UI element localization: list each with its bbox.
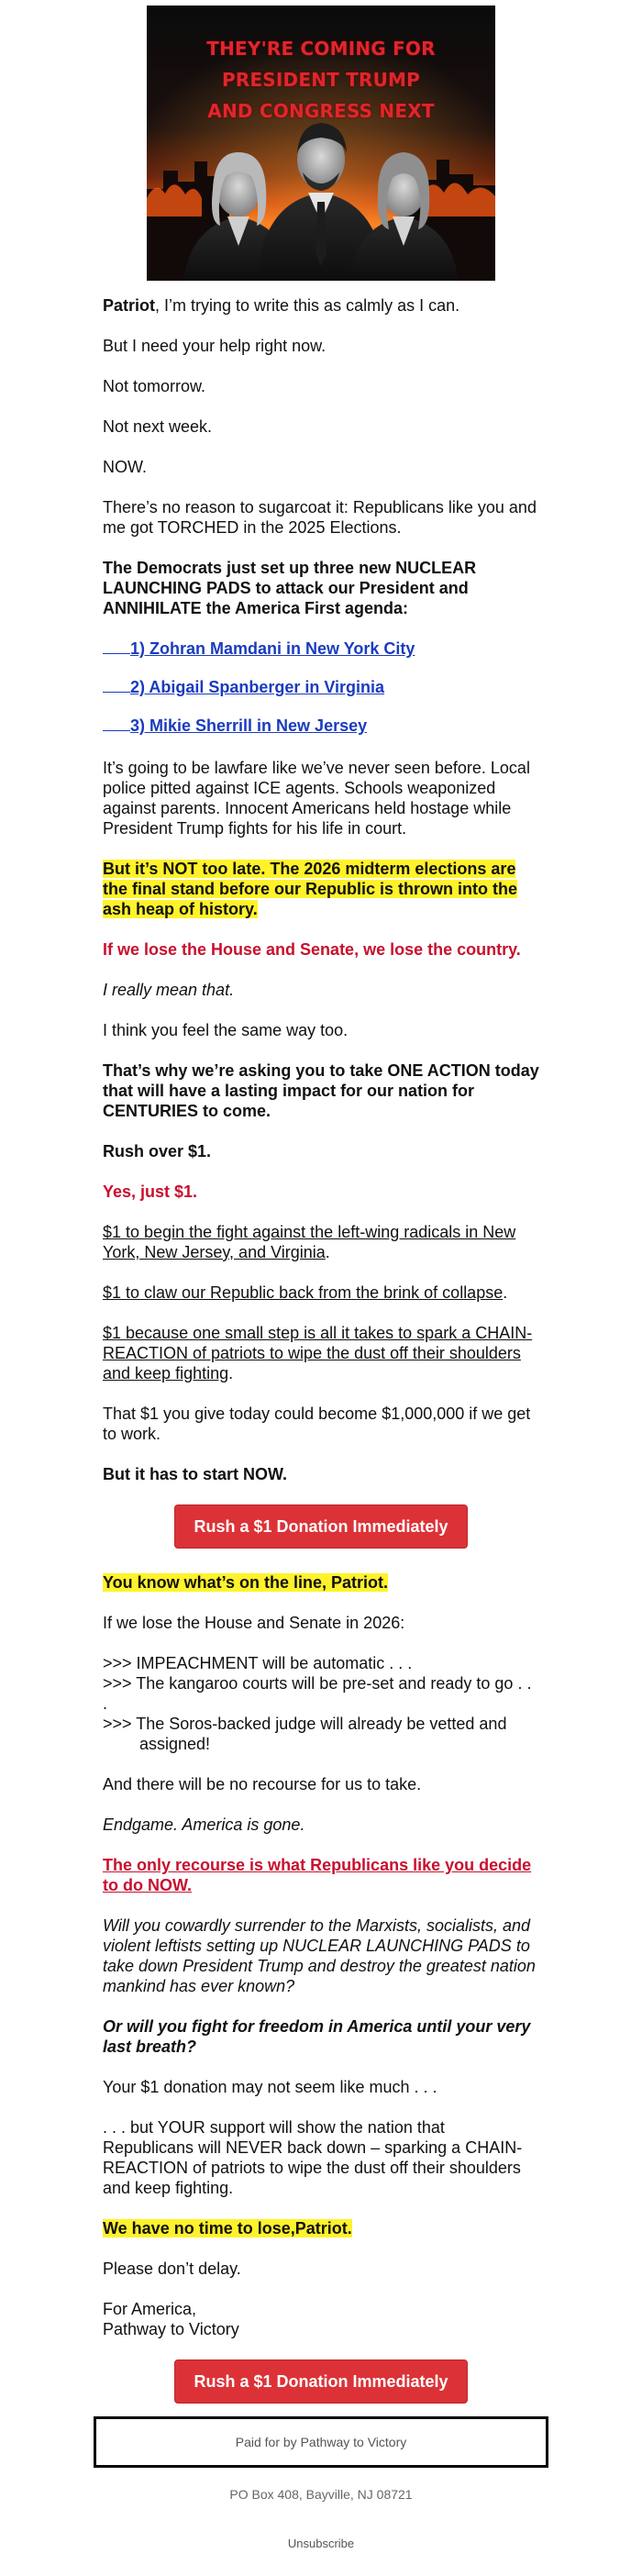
mailing-address: PO Box 408, Bayville, NJ 08721 bbox=[229, 2487, 413, 2502]
signature-line-2: Pathway to Victory bbox=[103, 2320, 239, 2338]
paragraph-not-next-week: Not next week. bbox=[103, 417, 213, 436]
paragraph-just-one-dollar: Yes, just $1. bbox=[103, 1183, 198, 1201]
paragraph-chain-reaction bbox=[103, 1323, 539, 1383]
paragraph-torched: There’s no reason to sugarcoat it: Republicans like you and me got TORCHED in the 2025 Elections. bbox=[103, 498, 537, 537]
paragraph-lose-country: If we lose the House and Senate, we lose the country. bbox=[103, 940, 521, 959]
paid-for-disclaimer: Paid for by Pathway to Victory bbox=[94, 2416, 548, 2468]
list-item: >>> The Soros-backed judge will already be vetted and bbox=[103, 1715, 507, 1733]
paragraph-one-action: That’s why we’re asking you to take ONE ACTION today that will have a lasting impact for our nation for CENTURIES to come. bbox=[103, 1061, 539, 1120]
hero-image bbox=[147, 6, 495, 281]
highlighted-text: You know what’s on the line, Patriot. bbox=[103, 1573, 389, 1592]
period: . bbox=[503, 1283, 508, 1302]
paragraph-million: That $1 you give today could become $1,000,000 if we get to work. bbox=[103, 1405, 531, 1443]
donate-button-1[interactable]: Rush a $1 Donation Immediately bbox=[174, 1505, 468, 1549]
highlighted-text: We have no time to lose,Patriot. bbox=[103, 2219, 352, 2237]
paragraph-only-recourse bbox=[103, 1855, 539, 1895]
cta-row-2 bbox=[103, 2359, 539, 2404]
candidate-link-sherrill[interactable] bbox=[103, 716, 539, 736]
paragraph-launching-pads: The Democrats just set up three new NUCLEAR LAUNCHING PADS to attack our President and ANNIHILATE the America First agenda: bbox=[103, 559, 477, 617]
only-recourse-link[interactable]: The only recourse is what Republicans like you decide to do NOW. bbox=[103, 1856, 532, 1894]
unsubscribe-row bbox=[101, 2534, 541, 2576]
paragraph-not-tomorrow: Not tomorrow. bbox=[103, 377, 206, 395]
paragraph-start-now: But it has to start NOW. bbox=[103, 1465, 288, 1483]
candidate-label: 2) Abigail Spanberger in Virginia bbox=[130, 678, 385, 696]
paragraph-begin-fight bbox=[103, 1222, 539, 1262]
paragraph-surrender: Will you cowardly surrender to the Marxists, socialists, and violent leftists setting up NUCLEAR LAUNCHING PADS to take down President Trump and destroy the greatest nation mankind has ever known? bbox=[103, 1916, 536, 1995]
paragraph-opening bbox=[103, 295, 539, 316]
email-container bbox=[101, 0, 541, 2576]
donate-button-2[interactable]: Rush a $1 Donation Immediately bbox=[174, 2359, 468, 2404]
paragraph-feel-same: I think you feel the same way too. bbox=[103, 1021, 349, 1039]
link-indent bbox=[103, 640, 130, 654]
paragraph-claw-back bbox=[103, 1282, 539, 1303]
paragraph-donation-small: Your $1 donation may not seem like much . . . bbox=[103, 2078, 437, 2096]
paragraph-lawfare: It’s going to be lawfare like we’ve never seen before. Local police pitted against ICE agents. Schools weaponized against parents. Innocent Americans held hostage while President Trump fights for his life in court. bbox=[103, 759, 530, 838]
paragraph-no-time bbox=[103, 2218, 539, 2238]
period: . bbox=[228, 1364, 234, 1382]
opening-text: , I’m trying to write this as calmly as I can. bbox=[155, 296, 460, 315]
email-body bbox=[101, 295, 541, 2404]
cta-row-1 bbox=[103, 1505, 539, 1549]
highlighted-text: But it’s NOT too late. The 2026 midterm elections are the final stand before our Republic is thrown into the ash heap of history. bbox=[103, 860, 518, 918]
list-item-continuation: assigned! bbox=[139, 1735, 211, 1753]
paragraph-not-too-late bbox=[103, 859, 539, 919]
paragraph-endgame: Endgame. America is gone. bbox=[103, 1815, 305, 1834]
paragraph-help: But I need your help right now. bbox=[103, 337, 327, 355]
begin-fight-link[interactable]: $1 to begin the fight against the left-wing radicals in New York, New Jersey, and Virginia bbox=[103, 1223, 516, 1261]
claw-back-link[interactable]: $1 to claw our Republic back from the brink of collapse bbox=[103, 1283, 504, 1302]
candidate-label: 3) Mikie Sherrill in New Jersey bbox=[130, 716, 368, 735]
paragraph-now: NOW. bbox=[103, 458, 147, 476]
candidate-link-mamdani[interactable] bbox=[103, 638, 539, 659]
period: . bbox=[325, 1243, 330, 1261]
hero-headline-line-1: THEY'RE COMING FOR PRESIDENT TRUMP bbox=[206, 38, 436, 91]
paragraph-on-the-line bbox=[103, 1572, 539, 1593]
paragraph-if-we-lose: If we lose the House and Senate in 2026: bbox=[103, 1614, 405, 1632]
paragraph-fight-for-freedom: Or will you fight for freedom in America until your very last breath? bbox=[103, 2017, 531, 2056]
list-item: >>> The kangaroo courts will be pre-set and ready to go . . . bbox=[103, 1674, 532, 1713]
link-indent bbox=[103, 717, 130, 731]
signature-line-1: For America, bbox=[103, 2300, 197, 2318]
paragraph-dont-delay: Please don’t delay. bbox=[103, 2260, 241, 2278]
hero-headline-line-2: AND CONGRESS NEXT bbox=[207, 100, 435, 122]
link-indent bbox=[103, 679, 130, 693]
hero-headline bbox=[147, 33, 495, 127]
candidate-label: 1) Zohran Mamdani in New York City bbox=[130, 639, 415, 658]
unsubscribe-link[interactable]: Unsubscribe bbox=[287, 2537, 355, 2550]
paragraph-rush-over: Rush over $1. bbox=[103, 1142, 212, 1160]
list-item: >>> IMPEACHMENT will be automatic . . . bbox=[103, 1654, 413, 1672]
paragraph-your-support: . . . but YOUR support will show the nation that Republicans will NEVER back down – sparking a CHAIN-REACTION of patriots to wipe the dust off their shoulders and keep fighting. bbox=[103, 2118, 523, 2197]
chain-reaction-link[interactable]: $1 because one small step is all it takes to spark a CHAIN-REACTION of patriots to wipe the dust off their shoulders and keep fighting bbox=[103, 1324, 533, 1382]
candidate-link-spanberger[interactable] bbox=[103, 677, 539, 697]
paragraph-no-recourse: And there will be no recourse for us to take. bbox=[103, 1775, 422, 1793]
salutation: Patriot bbox=[103, 296, 156, 315]
paragraph-really-mean: I really mean that. bbox=[103, 981, 235, 999]
consequence-list bbox=[103, 1653, 539, 1754]
signature bbox=[103, 2299, 539, 2339]
